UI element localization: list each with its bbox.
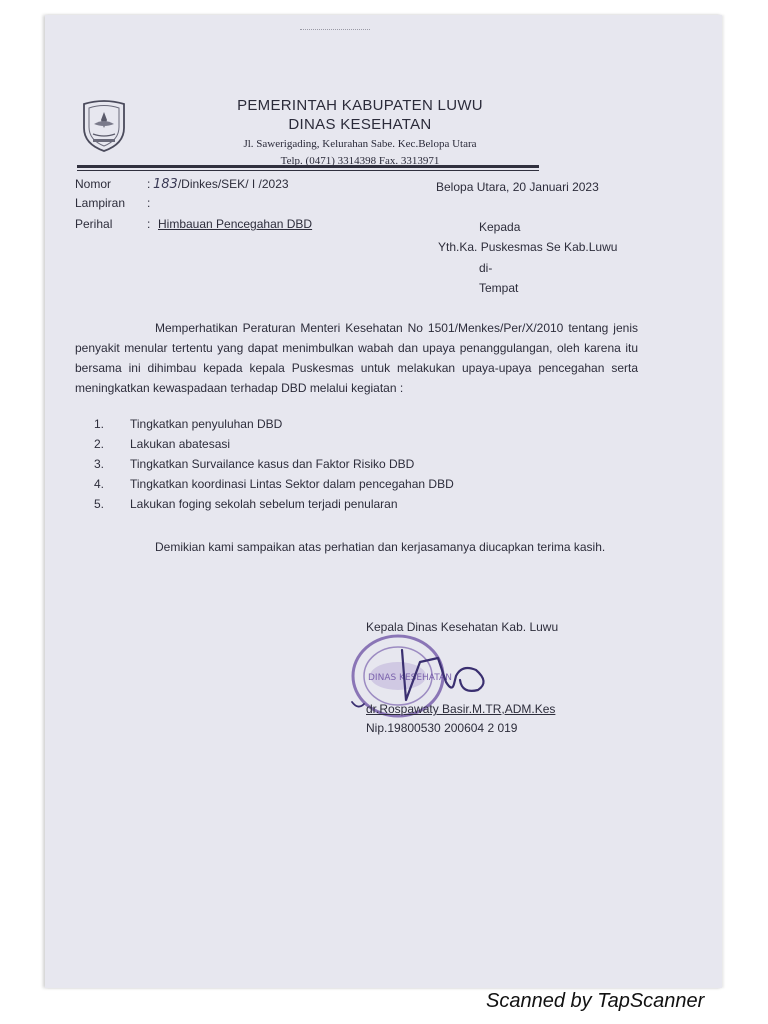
perihal-value: Himbauan Pencegahan DBD — [158, 217, 313, 231]
letterhead — [180, 96, 540, 168]
letterhead-address: Jl. Sawerigading, Kelurahan Sabe. Kec.Belopa Utara — [243, 138, 477, 150]
recipient-tempat: Tempat — [479, 281, 519, 295]
list-text: Tingkatkan penyuluhan DBD — [130, 417, 283, 431]
nomor-rest: /Dinkes/SEK/ I /2023 — [177, 177, 289, 191]
list-number: 3. — [94, 457, 105, 471]
letterhead-rule-thin — [77, 170, 539, 171]
closing-sentence: Demikian kami sampaikan atas perhatian dan kerjasamanya diucapkan terima kasih. — [155, 540, 606, 554]
regency-emblem-icon — [80, 98, 128, 153]
list-text: Tingkatkan koordinasi Lintas Sektor dalam pencegahan DBD — [130, 477, 454, 491]
recipient-yth: Yth.Ka. Puskesmas Se Kab.Luwu — [438, 240, 618, 254]
list-number: 1. — [94, 417, 105, 431]
lampiran-label: Lampiran — [75, 196, 126, 210]
recipient-kepada: Kepada — [479, 220, 521, 234]
letterhead-phone: Telp. (0471) 3314398 Fax. 3313971 — [280, 155, 440, 167]
scanner-watermark: Scanned by TapScanner — [486, 990, 705, 1012]
list-number: 2. — [94, 437, 105, 451]
scan-artifact — [300, 29, 370, 34]
signatory-title: Kepala Dinas Kesehatan Kab. Luwu — [366, 620, 559, 634]
list-number: 4. — [94, 477, 105, 491]
svg-text:DINAS KESEHATAN: DINAS KESEHATAN — [368, 673, 452, 683]
lampiran-colon: : — [147, 196, 151, 210]
nomor-label: Nomor — [75, 177, 112, 191]
recipient-di: di- — [479, 261, 493, 275]
nomor-value — [153, 177, 289, 192]
perihal-label: Perihal — [75, 217, 113, 231]
letterhead-rule-thick — [77, 165, 539, 168]
list-text: Tingkatkan Survailance kasus dan Faktor Risiko DBD — [130, 457, 415, 471]
list-text: Lakukan foging sekolah sebelum terjadi penularan — [130, 497, 398, 511]
nomor-colon: : — [147, 177, 151, 191]
list-number: 5. — [94, 497, 105, 511]
list-text: Lakukan abatesasi — [130, 437, 231, 451]
letterhead-government: PEMERINTAH KABUPATEN LUWU — [237, 97, 483, 114]
body-text: Memperhatikan Peraturan Menteri Kesehatan No 1501/Menkes/Per/X/2010 tentang jenis penyakit menular tertentu yang dapat menimbulkan wabah dan upaya penanggulangan, oleh karena itu bersama ini dihimbau kepada kepala Puskesmas untuk melakukan upaya-upaya pencegahan serta meningkatkan kewaspadaan terhadap DBD melalui kegiatan : — [75, 321, 638, 395]
body-paragraph — [75, 318, 638, 398]
letterhead-agency: DINAS KESEHATAN — [288, 116, 432, 133]
signatory-nip: Nip.19800530 200604 2 019 — [366, 721, 518, 735]
nomor-handwritten: 183 — [153, 177, 178, 192]
perihal-colon: : — [147, 217, 151, 231]
signatory-name: dr.Rospawaty Basir.M.TR,ADM.Kes — [366, 702, 556, 716]
letter-date: Belopa Utara, 20 Januari 2023 — [436, 180, 599, 194]
